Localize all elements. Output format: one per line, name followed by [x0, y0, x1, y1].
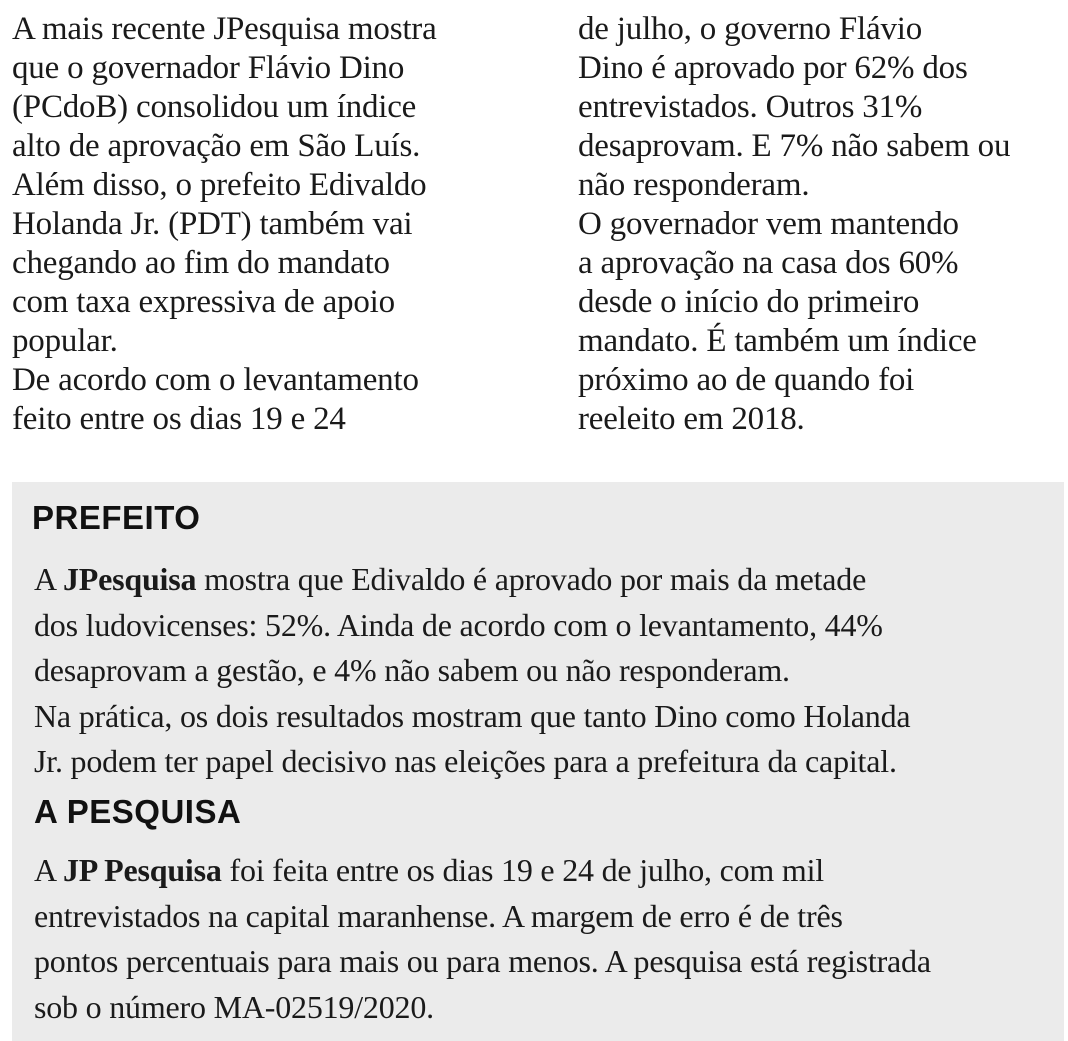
paragraph-line: Jr. podem ter papel decisivo nas eleições para a prefeitura da capital.	[34, 743, 897, 779]
text-prefix: A	[34, 852, 63, 888]
text-prefix: A	[34, 561, 63, 597]
article-line: chegando ao fim do mandato	[12, 245, 390, 281]
article-line: (PCdoB) consolidou um índice	[12, 89, 417, 125]
text-rest: mostra que Edivaldo é aprovado por mais da metade	[196, 561, 867, 597]
article-line: Além disso, o prefeito Edivaldo	[12, 167, 427, 203]
article-line: mandato. É também um índice	[578, 323, 977, 359]
article-column-right	[578, 10, 1068, 439]
article-line: Holanda Jr. (PDT) também vai	[12, 206, 413, 242]
section-text-prefeito	[34, 557, 1054, 785]
article-line: a aprovação na casa dos 60%	[578, 245, 959, 281]
article-line: desaprovam. E 7% não sabem ou	[578, 128, 1011, 164]
paragraph-line: dos ludovicenses: 52%. Ainda de acordo com o levantamento, 44%	[34, 606, 883, 643]
article-line: A mais recente JPesquisa mostra	[12, 11, 437, 47]
section-text-pesquisa	[34, 848, 1054, 1030]
article-line: que o governador Flávio Dino	[12, 50, 405, 86]
article-line: De acordo com o levantamento	[12, 362, 419, 398]
article-line: entrevistados. Outros 31%	[578, 89, 923, 125]
paragraph-line: desaprovam a gestão, e 4% não sabem ou não responderam.	[34, 652, 790, 688]
article-line: popular.	[12, 323, 118, 359]
section-heading-prefeito: PREFEITO	[32, 499, 201, 536]
brand-name-jp-pesquisa: JP Pesquisa	[62, 852, 222, 888]
article-line: não responderam.	[578, 167, 810, 203]
article-line: Dino é aprovado por 62% dos	[578, 50, 968, 86]
paragraph-line: pontos percentuais para mais ou para menos. A pesquisa está registrada	[34, 943, 931, 979]
article-line: próximo ao de quando foi	[578, 362, 915, 398]
article-line: com taxa expressiva de apoio	[12, 284, 395, 320]
brand-name-jpesquisa: JPesquisa	[62, 561, 197, 597]
article-line: de julho, o governo Flávio	[578, 11, 923, 47]
article-line: alto de aprovação em São Luís.	[12, 128, 421, 164]
paragraph-line	[34, 848, 1054, 894]
article-line: feito entre os dias 19 e 24	[12, 401, 346, 437]
paragraph-line: sob o número MA-02519/2020.	[34, 988, 434, 1025]
text-rest: foi feita entre os dias 19 e 24 de julho, com mil	[221, 852, 824, 888]
article-line: desde o início do primeiro	[578, 284, 920, 320]
article-line: reeleito em 2018.	[578, 401, 805, 437]
section-heading-pesquisa: A PESQUISA	[34, 793, 242, 830]
paragraph-line: Na prática, os dois resultados mostram que tanto Dino como Holanda	[34, 697, 911, 734]
article-column-left	[12, 10, 502, 439]
article-line: O governador vem mantendo	[578, 206, 959, 242]
paragraph-line: entrevistados na capital maranhense. A margem de erro é de três	[34, 897, 843, 934]
paragraph-line	[34, 557, 1054, 603]
